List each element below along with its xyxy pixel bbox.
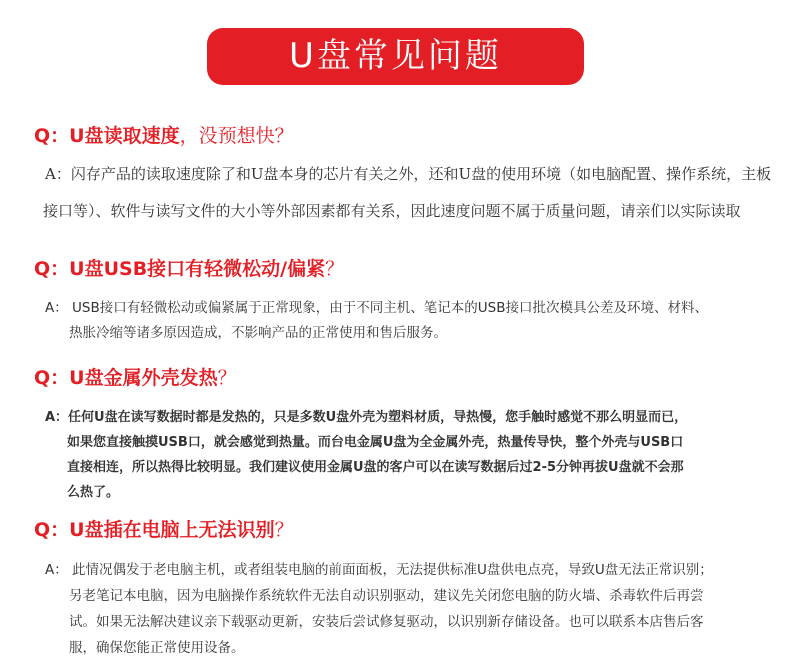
faq-question-usb-loose (34, 257, 344, 281)
question-topic: U盘金属外壳发热 (69, 367, 218, 389)
answer-line: A： USB接口有轻微松动或偏紧属于正常现象，由于不同主机、笔记本的USB接口批次模具公差及环境、材料、 (45, 300, 708, 316)
question-prefix: Q： (34, 258, 70, 280)
answer-line: 接口等）、软件与读写文件的大小等外部因素都有关系，因此速度问题不属于质量问题，请亲们以实际读取 (43, 202, 741, 220)
question-topic: U盘USB接口有轻微松动/偏紧 (69, 258, 326, 280)
answer-line: A：任何U盘在读写数据时都是发热的，只是多数U盘外壳为塑料材质，导热慢，您手触时感觉不那么明显而已， (45, 410, 688, 425)
answer-line: 直接相连，所以热得比较明显。我们建议使用金属U盘的客户可以在读写数据后过2-5分钟再拔U盘就不会那 (67, 460, 684, 475)
answer-line: A：闪存产品的读取速度除了和U盘本身的芯片有关之外，还和U盘的使用环境（如电脑配置、操作系统，主板 (45, 165, 772, 183)
answer-line: 热胀冷缩等诸多原因造成，不影响产品的正常使用和售后服务。 (69, 325, 447, 341)
question-topic: U盘插在电脑上无法识别 (69, 519, 275, 541)
page-banner-title: U盘常见问题 (207, 28, 584, 85)
question-prefix: Q： (34, 125, 70, 147)
answer-line: 如果您直接触摸USB口，就会感觉到热量。而台电金属U盘为全金属外壳，热量传导快，整个外壳与USB口 (67, 435, 684, 450)
question-tail: ？ (217, 367, 237, 389)
answer-line: 另老笔记本电脑，因为电脑操作系统软件无法自动识别驱动，建议先关闭您电脑的防火墙、杀毒软件后再尝 (69, 588, 704, 604)
faq-question-speed (34, 124, 294, 148)
answer-line: 服，确保您能正常使用设备。 (69, 640, 245, 656)
question-tail: ？ (274, 519, 294, 541)
answer-line: A： 此情况偶发于老电脑主机，或者组装电脑的前面面板，无法提供标准U盘供电点亮，导致U盘无法正常识别； (45, 562, 713, 578)
answer-line: 试。如果无法解决建议亲下载驱动更新，安装后尝试修复驱动，以识别新存储设备。也可以联系本店售后客 (69, 614, 704, 630)
question-topic: U盘读取速度 (69, 125, 180, 147)
question-tail: ，没预想快？ (179, 125, 294, 147)
question-prefix: Q： (34, 519, 70, 541)
faq-question-not-recognized (34, 518, 294, 542)
question-prefix: Q： (34, 367, 70, 389)
question-tail: ？ (325, 258, 345, 280)
answer-line: 么热了。 (67, 485, 120, 500)
faq-question-metal-heat (34, 366, 237, 390)
